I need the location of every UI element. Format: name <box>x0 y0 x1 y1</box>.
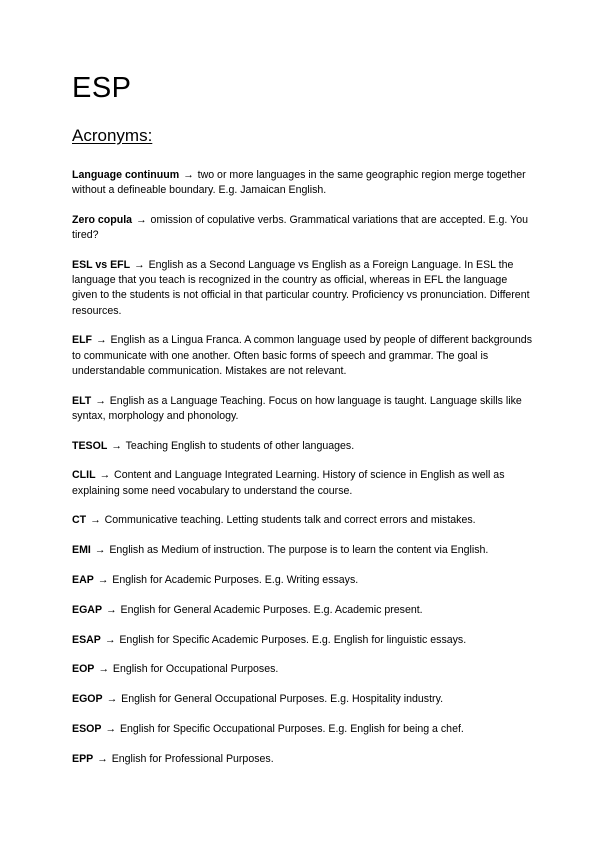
arrow-icon: → <box>99 469 111 482</box>
acronym-term: CT <box>72 514 87 527</box>
acronym-definition: English for Academic Purposes. E.g. Writing essays. <box>112 574 359 586</box>
acronym-definition: English for General Occupational Purposes. E.g. Hospitality industry. <box>121 693 444 706</box>
acronym-entry <box>72 692 532 707</box>
arrow-icon: → <box>134 259 145 271</box>
acronym-entry <box>72 662 532 677</box>
acronym-definition: omission of copulative verbs. Grammatical variations that are accepted. E.g. You tired? <box>72 214 528 242</box>
acronym-entry <box>72 394 532 424</box>
acronym-definition: Content and Language Integrated Learning. History of science in English as well as explaining some need vocabulary to understand the course. <box>72 469 505 497</box>
arrow-icon: → <box>106 693 118 706</box>
arrow-icon: → <box>183 169 194 181</box>
arrow-icon: → <box>95 334 107 347</box>
acronym-definition: English for General Academic Purposes. E.g. Academic present. <box>120 603 423 616</box>
acronym-term: ESOP <box>72 722 102 735</box>
acronym-term: ESAP <box>72 633 101 646</box>
acronym-term: EOP <box>72 663 95 676</box>
arrow-icon: → <box>136 214 147 226</box>
acronym-list <box>72 168 532 782</box>
acronym-entry <box>72 722 532 737</box>
acronym-entry <box>72 752 532 767</box>
acronym-entry <box>72 213 532 243</box>
acronym-term: EGOP <box>72 693 103 706</box>
arrow-icon: → <box>97 752 108 765</box>
acronym-definition: two or more languages in the same geographic region merge together without a defineable boundary. E.g. Jamaican English. <box>72 169 526 197</box>
arrow-icon: → <box>94 544 106 557</box>
acronym-entry <box>72 258 532 319</box>
acronym-definition: English for Professional Purposes. <box>111 752 274 765</box>
acronym-definition: English for Specific Occupational Purposes. E.g. English for being a chef. <box>119 722 464 735</box>
acronym-term: EGAP <box>72 603 103 616</box>
acronym-definition: English as a Language Teaching. Focus on how language is taught. Language skills like syntax, morphology and phonology. <box>72 394 522 422</box>
acronym-term: EPP <box>72 752 94 765</box>
arrow-icon: → <box>90 514 101 527</box>
acronym-entry <box>72 633 532 648</box>
arrow-icon: → <box>98 663 109 676</box>
acronym-term: Zero copula <box>72 214 133 226</box>
acronym-entry <box>72 439 532 454</box>
acronym-definition: English as Medium of instruction. The purpose is to learn the content via English. <box>109 544 489 557</box>
acronym-term: TESOL <box>72 439 108 452</box>
acronym-entry <box>72 168 532 198</box>
section-heading: Acronyms: <box>72 126 153 145</box>
acronym-entry <box>72 468 532 498</box>
acronym-definition: Teaching English to students of other languages. <box>125 439 355 452</box>
arrow-icon: → <box>104 633 116 646</box>
acronym-entry <box>72 603 532 618</box>
arrow-icon: → <box>95 394 106 407</box>
acronym-definition: English for Specific Academic Purposes. E.g. English for linguistic essays. <box>119 633 467 646</box>
acronym-term: Language continuum <box>72 169 180 181</box>
acronym-entry <box>72 513 532 528</box>
page-title: ESP <box>72 72 132 104</box>
acronym-term: ELT <box>72 394 92 407</box>
acronym-definition: Communicative teaching. Letting students talk and correct errors and mistakes. <box>104 514 476 527</box>
acronym-entry <box>72 573 532 588</box>
acronym-term: EAP <box>72 574 94 586</box>
acronym-entry <box>72 543 532 558</box>
arrow-icon: → <box>105 722 116 735</box>
acronym-term: CLIL <box>72 469 96 482</box>
arrow-icon: → <box>111 439 122 452</box>
acronym-term: ESL vs EFL <box>72 259 131 271</box>
acronym-definition: English as a Lingua Franca. A common language used by people of different backgrounds to communicate with one another. Often basic forms of speech and grammar. The goal is understandable communication. Mistakes are not relevant. <box>72 334 532 377</box>
arrow-icon: → <box>97 574 109 586</box>
arrow-icon: → <box>105 603 117 616</box>
acronym-definition: English for Occupational Purposes. <box>112 663 279 676</box>
acronym-definition: English as a Second Language vs English as a Foreign Language. In ESL the language that you teach is recognized in the country as official, whereas in EFL the language given to the students is not official in that particular country. Proficiency vs pronunciation. Different resources. <box>72 259 530 317</box>
acronym-term: EMI <box>72 544 91 557</box>
acronym-entry <box>72 333 532 379</box>
acronym-term: ELF <box>72 334 93 347</box>
